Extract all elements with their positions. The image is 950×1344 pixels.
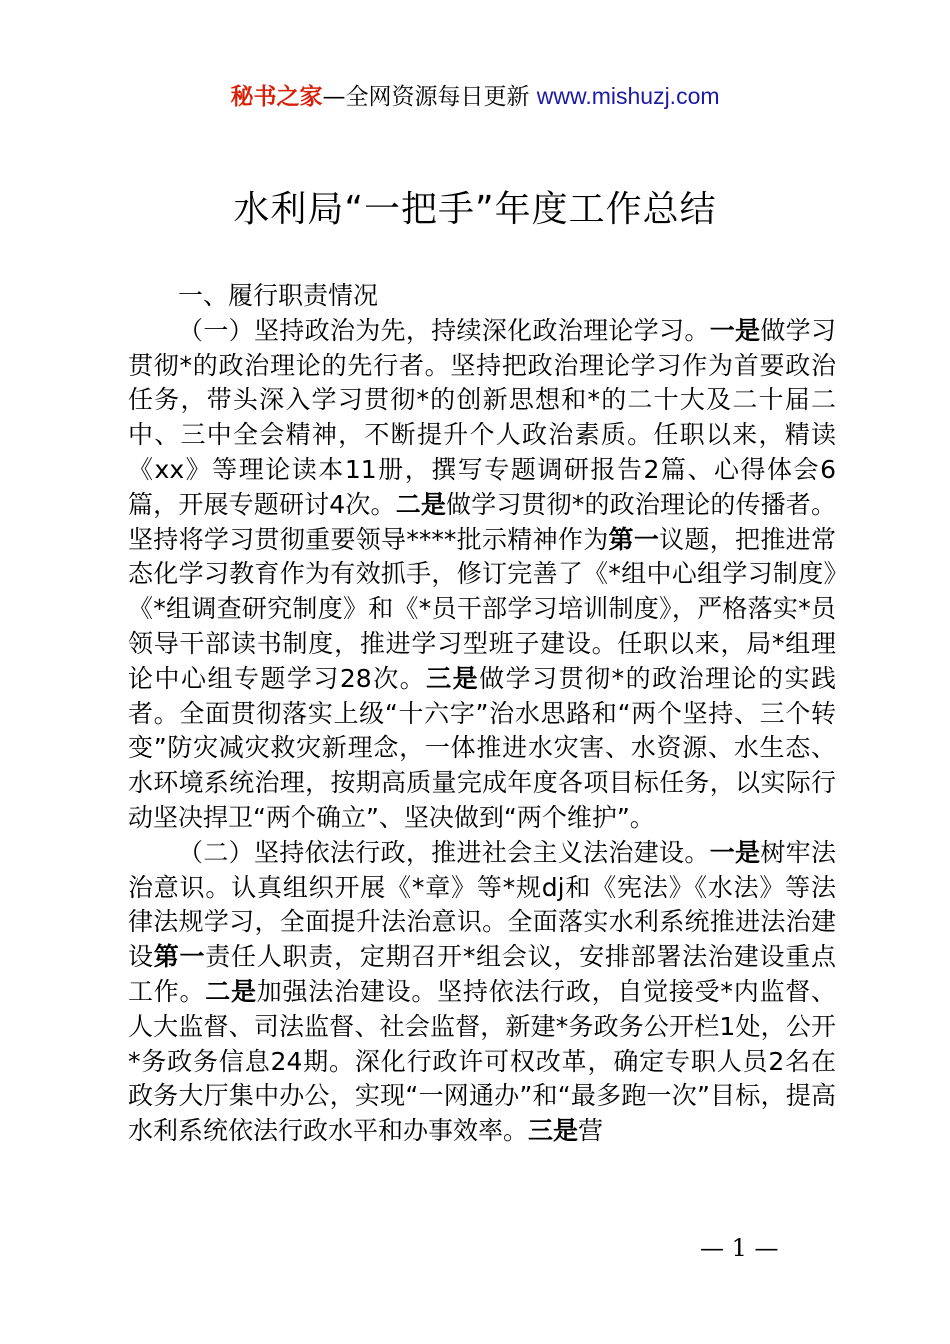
bold-marker: 第一	[153, 942, 206, 972]
paragraph-political-study	[128, 314, 836, 836]
bold-marker: 二是	[395, 489, 447, 519]
paragraph-text: 营	[578, 1116, 604, 1146]
paragraph-rule-of-law	[128, 836, 836, 1149]
paragraph-text: 做学习贯彻*的政治理论的实践者。全面贯彻落实上级“十六字”治水思路和“两个坚持、三个转变”防灾减灾救灾新理念，一体推进水灾害、水资源、水生态、水环境系统治理，按期高质量完成年度各项目标任务，以实际行动坚决捍卫“两个确立”、坚决做到“两个维护”。	[128, 663, 836, 832]
bold-marker: 一是	[709, 837, 761, 867]
paragraph-text: 加强法治建设。坚持依法行政，自觉接受*内监督、人大监督、司法监督、社会监督，新建*务政务公开栏1处，公开*务政务信息24期。深化行政许可权改革，确定专职人员2名在政务大厅集中办公，实现“一网通办”和“最多跑一次”目标，提高水利系统依法行政水平和办事效率。	[128, 976, 836, 1146]
bold-marker: 三是	[528, 1116, 579, 1146]
site-url-link[interactable]: www.mishuzj.com	[536, 83, 720, 109]
paragraph-text: 树牢法治意识。认真组织开展《*章》等*规dj和《宪法》《水法》等法律法规学习，全面提升法治意识。全面落实水利系统推进法治建设	[128, 837, 836, 972]
document-title: 水利局“一把手”年度工作总结	[233, 189, 717, 230]
page-number: — 1 —	[700, 1234, 779, 1262]
paragraph-text: （二）坚持依法行政，推进社会主义法治建设。	[178, 837, 710, 867]
bold-marker: 二是	[205, 976, 257, 1006]
paragraph-text: 责任人职责，定期召开*组会议，安排部署法治建设重点工作。	[128, 942, 836, 1006]
section-heading: 一、履行职责情况	[178, 281, 379, 310]
document-body	[128, 279, 836, 1149]
bold-marker: 三是	[426, 663, 480, 693]
paragraph-text: 议题，把推进常态化学习教育作为有效抓手，修订完善了《*组中心组学习制度》《*组调查研究制度》和《*员干部学习培训制度》，严格落实*员领导干部读书制度，推进学习型班子建设。任职以来，局*组理论中心组专题学习28次。	[128, 524, 836, 693]
bold-marker: 第一	[608, 524, 660, 554]
paragraph-text: 做学习贯彻*的政治理论的先行者。坚持把政治理论学习作为首要政治任务，带头深入学习贯彻*的创新思想和*的二十大及二十届二中、三中全会精神，不断提升个人政治素质。任职以来，精读《xx》等理论读本11册，撰写专题调研报告2篇、心得体会6篇，开展专题研讨4次。	[128, 315, 836, 519]
brand-name: 秘书之家	[230, 84, 323, 110]
paragraph-text: （一）坚持政治为先，持续深化政治理论学习。	[178, 315, 710, 345]
bold-marker: 一是	[709, 315, 761, 345]
site-banner	[0, 80, 950, 113]
banner-slogan: —全网资源每日更新	[322, 84, 537, 110]
paragraph-text: 做学习贯彻*的政治理论的传播者。坚持将学习贯彻重要领导****批示精神作为	[128, 489, 836, 554]
